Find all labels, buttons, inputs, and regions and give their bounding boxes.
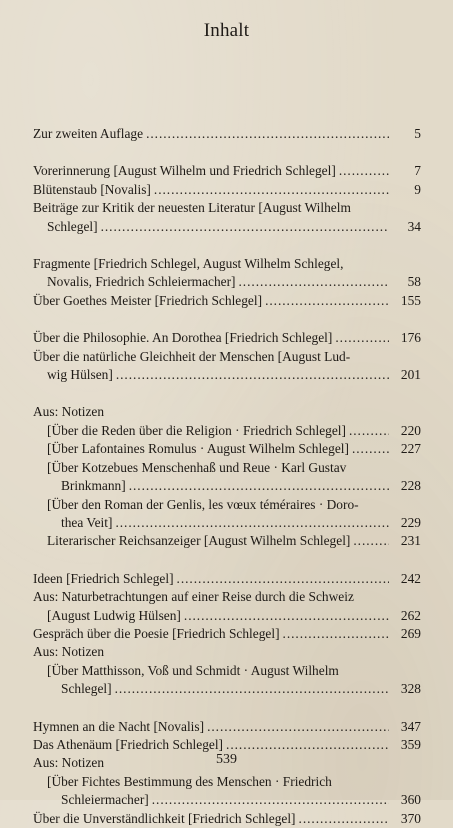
toc-page-number: 227 — [400, 441, 421, 457]
toc-entry-row — [47, 440, 421, 458]
toc-entry[interactable] — [33, 422, 421, 440]
toc-entry-title-line: [Über Fichtes Bestimmung des Menschen · Friedrich — [47, 773, 332, 789]
toc-page-number: 242 — [400, 570, 421, 586]
toc-page-number: 262 — [400, 607, 421, 623]
toc-entry-row — [33, 810, 421, 828]
toc-entry-row — [33, 570, 421, 588]
dot-leader — [115, 680, 389, 698]
toc-entry-row — [33, 607, 421, 625]
toc-entry[interactable] — [33, 199, 421, 236]
toc-page-number: 201 — [400, 367, 421, 383]
dot-leader — [115, 514, 389, 532]
toc-entry[interactable] — [33, 773, 421, 810]
toc-page-number: 58 — [407, 274, 421, 290]
toc-entry[interactable] — [33, 125, 421, 143]
toc-entry[interactable] — [33, 588, 421, 625]
toc-page-number: 328 — [400, 681, 421, 697]
toc-page-number: 5 — [414, 126, 421, 141]
toc-entry[interactable] — [33, 255, 421, 292]
toc-entry-title-line: [Über Lafontaines Romulus · August Wilhelm Schlegel] — [47, 441, 349, 457]
toc-entry-title-line: [Über den Roman der Genlis, les vœux téméraires · Doro- — [47, 496, 359, 512]
dot-leader — [154, 181, 389, 199]
toc-group — [33, 125, 421, 143]
toc-entry-row — [33, 292, 421, 310]
toc-page-number: 229 — [400, 514, 421, 530]
toc-group — [33, 162, 421, 236]
toc-entry-row — [33, 218, 421, 236]
toc-entry[interactable] — [33, 329, 421, 347]
toc-entry-row — [33, 625, 421, 643]
toc-entry-title-line: [August Ludwig Hülsen] — [47, 607, 181, 623]
toc-entry-title-line: Fragmente [Friedrich Schlegel, August Wilhelm Schlegel, — [33, 256, 344, 272]
toc-entry[interactable] — [33, 162, 421, 180]
toc-entry-row — [47, 791, 421, 809]
toc-entry-title-line: [Über Kotzebues Menschenhaß und Reue · Karl Gustav — [47, 459, 347, 475]
toc-entry-title-line: Aus: Naturbetrachtungen auf einer Reise durch die Schweiz — [33, 589, 354, 605]
toc-entry-title-line: Über Goethes Meister [Friedrich Schlegel] — [33, 292, 263, 308]
toc-entry[interactable] — [33, 459, 421, 496]
toc-entry-row — [47, 532, 421, 550]
toc-entry[interactable] — [33, 662, 421, 699]
toc-group — [33, 718, 421, 828]
toc-group — [33, 570, 421, 699]
toc-section-heading: Aus: Notizen — [33, 644, 105, 660]
toc-entry-title-line: [Über Matthisson, Voß und Schmidt · August Wilhelm — [47, 662, 339, 678]
toc-entry[interactable] — [33, 181, 421, 199]
toc-page-number: 360 — [400, 792, 421, 808]
toc-entry-row — [33, 718, 421, 736]
toc-entry-row — [33, 366, 421, 384]
toc-entry-row — [33, 329, 421, 347]
toc-entry-row — [47, 477, 421, 495]
dot-leader — [339, 162, 389, 180]
toc-entry-row — [33, 125, 421, 143]
toc-entry[interactable] — [33, 532, 421, 550]
dot-leader — [265, 292, 389, 310]
toc-group — [33, 403, 421, 550]
toc-entry-title-line: Über die Unverständlichkeit [Friedrich Schlegel] — [33, 810, 296, 826]
toc-entry-row — [47, 680, 421, 698]
toc-entry[interactable] — [33, 625, 421, 643]
toc-page-number: 347 — [400, 718, 421, 734]
dot-leader — [146, 125, 389, 143]
dot-leader — [299, 810, 389, 828]
toc-entry-title-line: [Über die Reden über die Religion · Friedrich Schlegel] — [47, 422, 346, 438]
toc-entry-row — [47, 514, 421, 532]
toc-entry-row — [33, 273, 421, 291]
dot-leader — [116, 366, 389, 384]
toc-entry[interactable] — [33, 496, 421, 533]
dot-leader — [349, 422, 389, 440]
toc-entry-title-line: wig Hülsen] — [47, 367, 113, 383]
toc-entry-title-line: Über die natürliche Gleichheit der Menschen [August Lud- — [33, 348, 351, 364]
toc-page-number: 269 — [400, 625, 421, 641]
page-number: 539 — [216, 752, 237, 767]
toc-entry-row — [33, 162, 421, 180]
toc-entry-title-line: Blütenstaub [Novalis] — [33, 181, 151, 197]
toc-page-number: 155 — [400, 292, 421, 308]
toc-page-number: 370 — [400, 810, 421, 826]
toc-page-number: 176 — [400, 330, 421, 346]
toc-entry-title-line: Schlegel] — [61, 681, 112, 697]
toc-entry-title-line: Schleiermacher] — [61, 792, 149, 808]
toc-entry-row — [33, 181, 421, 199]
toc-entry-title-line: Novalis, Friedrich Schleiermacher] — [47, 274, 236, 290]
toc-page-number: 220 — [400, 422, 421, 438]
table-of-contents — [33, 125, 421, 828]
page-title: Inhalt — [203, 20, 250, 41]
dot-leader — [207, 718, 389, 736]
toc-page-number: 9 — [414, 181, 421, 197]
toc-page-number: 7 — [414, 163, 421, 179]
toc-group — [33, 329, 421, 384]
toc-entry-title-line: Vorerinnerung [August Wilhelm und Friedrich Schlegel] — [33, 163, 336, 179]
toc-page-number: 231 — [400, 533, 421, 549]
toc-entry-title-line: Beiträge zur Kritik der neuesten Literatur [August Wilhelm — [33, 200, 351, 216]
dot-leader — [239, 273, 389, 291]
toc-entry[interactable] — [33, 810, 421, 828]
toc-entry-title-line: Brinkmann] — [61, 478, 126, 494]
toc-entry[interactable] — [33, 348, 421, 385]
toc-entry-title-line: Ideen [Friedrich Schlegel] — [33, 570, 174, 586]
toc-entry-title-line: Hymnen an die Nacht [Novalis] — [33, 718, 205, 734]
toc-entry-title-line: Das Athenäum [Friedrich Schlegel] — [33, 736, 224, 752]
toc-page-number: 228 — [400, 478, 421, 494]
toc-section-heading: Aus: Notizen — [33, 404, 105, 420]
dot-leader — [129, 477, 389, 495]
toc-entry[interactable] — [33, 292, 421, 310]
toc-entry[interactable] — [33, 718, 421, 736]
dot-leader — [152, 791, 389, 809]
toc-group — [33, 255, 421, 310]
dot-leader — [283, 625, 389, 643]
toc-entry-title-line: Zur zweiten Auflage — [33, 126, 144, 141]
toc-entry[interactable] — [33, 440, 421, 458]
dot-leader — [335, 329, 389, 347]
toc-entry-title-line: Schlegel] — [47, 218, 98, 234]
toc-section-heading: Aus: Notizen — [33, 755, 105, 771]
dot-leader — [353, 532, 389, 550]
toc-entry[interactable] — [33, 570, 421, 588]
toc-entry-title-line: Gespräch über die Poesie [Friedrich Schlegel] — [33, 625, 280, 641]
toc-entry-title-line: Literarischer Reichsanzeiger [August Wilhelm Schlegel] — [47, 533, 351, 549]
toc-page-number: 34 — [407, 218, 421, 234]
toc-page-number: 359 — [400, 736, 421, 752]
toc-entry-title-line: Über die Philosophie. An Dorothea [Friedrich Schlegel] — [33, 330, 333, 346]
dot-leader — [352, 440, 389, 458]
toc-entry-row — [47, 422, 421, 440]
dot-leader — [101, 218, 389, 236]
dot-leader — [184, 607, 389, 625]
dot-leader — [177, 570, 389, 588]
toc-entry-title-line: thea Veit] — [61, 514, 113, 530]
